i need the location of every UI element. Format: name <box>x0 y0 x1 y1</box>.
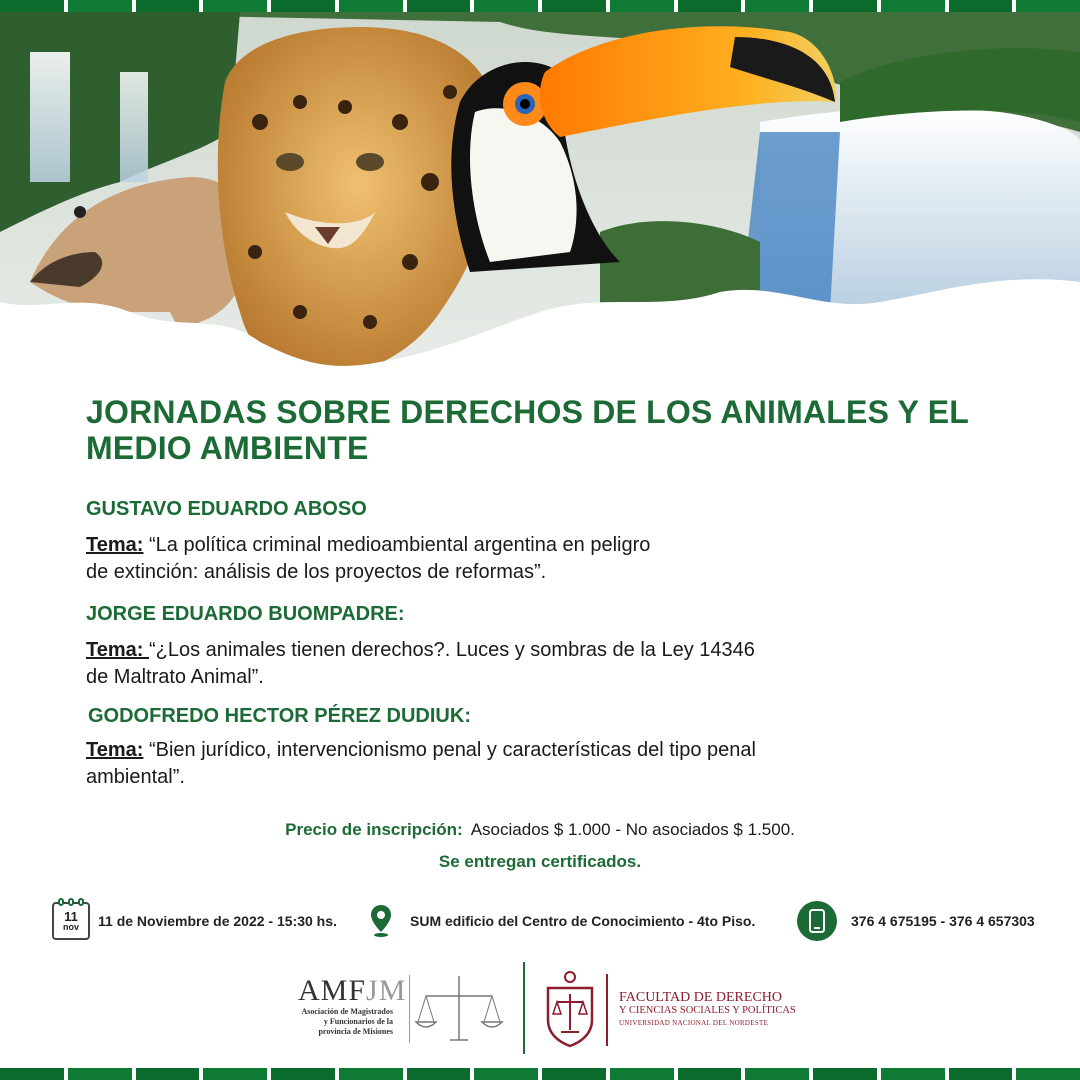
faculty-shield-icon <box>545 970 595 1048</box>
phone-numbers: 376 4 675195 - 376 4 657303 <box>851 913 1035 929</box>
location-text: SUM edificio del Centro de Conocimiento - 4to Piso. <box>410 913 756 929</box>
logo-divider <box>409 975 410 1043</box>
event-date <box>52 900 337 942</box>
bottom-stripe <box>0 1068 1080 1080</box>
price-label: Precio de inscripción: <box>285 820 463 839</box>
speaker-name: GODOFREDO HECTOR PÉREZ DUDIUK: <box>88 705 471 727</box>
topic-label: Tema: <box>86 739 144 761</box>
topic-text-line2: de extinción: análisis de los proyectos de reformas”. <box>86 561 547 583</box>
topic-text-line2: ambiental”. <box>86 766 185 788</box>
event-phones <box>797 900 1035 942</box>
top-stripe <box>0 0 1080 12</box>
faculty-divider <box>606 974 608 1046</box>
speaker-topic <box>86 637 946 691</box>
calendar-day: 11 <box>64 909 78 924</box>
topic-label: Tema: <box>86 534 144 556</box>
event-title: JORNADAS SOBRE DERECHOS DE LOS ANIMALES Y EL MEDIO AMBIENTE <box>86 394 969 466</box>
speaker-topic <box>86 532 946 586</box>
event-location <box>370 900 755 942</box>
topic-text-line2: de Maltrato Animal”. <box>86 666 264 688</box>
amfjm-logo-text: AMFJM <box>298 974 407 1007</box>
university-name: UNIVERSIDAD NACIONAL DEL NORDESTE <box>619 1019 769 1027</box>
topic-label: Tema: <box>86 639 149 661</box>
price-value: Asociados $ 1.000 - No asociados $ 1.500. <box>470 820 795 839</box>
registration-price <box>0 820 1080 840</box>
location-pin-icon <box>370 904 392 938</box>
topic-text-line1: “Bien jurídico, intervencionismo penal y características del tipo penal <box>148 739 756 761</box>
scales-of-justice-icon <box>414 970 504 1046</box>
certificates-note: Se entregan certificados. <box>438 852 642 871</box>
topic-text-line1: “La política criminal medioambiental argentina en peligro <box>148 534 651 556</box>
institutions-divider <box>523 962 525 1054</box>
hero-wildlife-image <box>0 12 1080 382</box>
speaker-name: JORGE EDUARDO BUOMPADRE: <box>86 603 405 625</box>
calendar-month: nov <box>62 922 79 932</box>
calendar-icon <box>52 902 90 940</box>
phone-icon <box>797 901 837 941</box>
speaker-topic <box>86 737 946 791</box>
topic-text-line1: “¿Los animales tienen derechos?. Luces y sombras de la Ley 14346 <box>148 639 755 661</box>
speaker-name: GUSTAVO EDUARDO ABOSO <box>86 498 367 520</box>
date-text: 11 de Noviembre de 2022 - 15:30 hs. <box>98 913 337 929</box>
amfjm-logo-subtitle: Asociación de Magistrados y Funcionarios de la provincia de Misiones <box>301 1007 393 1036</box>
faculty-subtitle: Y CIENCIAS SOCIALES Y POLÍTICAS <box>619 1005 796 1016</box>
faculty-title: FACULTAD DE DERECHO <box>619 990 782 1005</box>
